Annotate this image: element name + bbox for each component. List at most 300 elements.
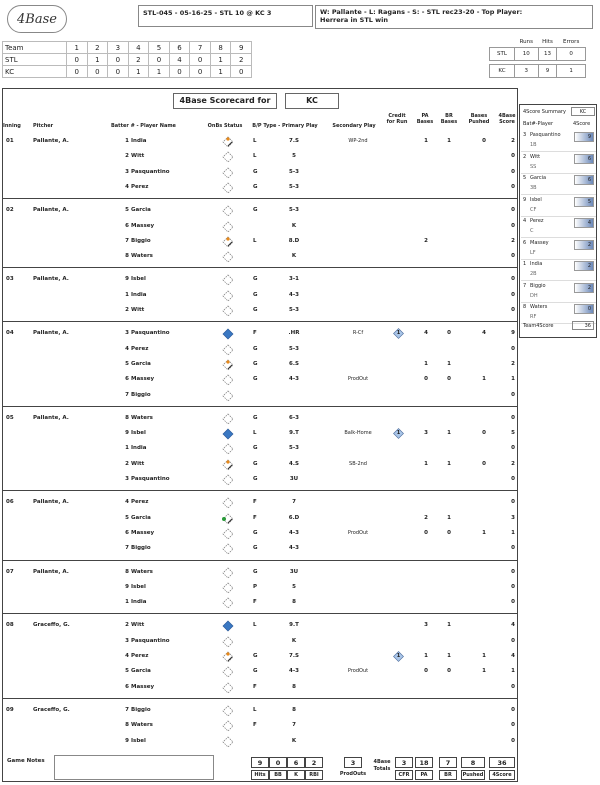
row-4score: 1 bbox=[511, 376, 515, 383]
primary-play: 4-3 bbox=[289, 668, 299, 675]
onbase-diamond-icon bbox=[222, 205, 234, 217]
bip-type: G bbox=[253, 545, 258, 552]
pa-bases: 3 bbox=[424, 622, 428, 629]
summary-position: 1B bbox=[530, 142, 537, 148]
bases-pushed: 4 bbox=[482, 330, 486, 337]
play-row bbox=[3, 527, 517, 541]
result-line bbox=[315, 5, 593, 29]
col-batter: Batter # - Player Name bbox=[111, 123, 176, 129]
br-bases: 1 bbox=[447, 653, 451, 659]
inning-header: 5 bbox=[149, 42, 170, 54]
secondary-play: ProdOut bbox=[347, 668, 369, 675]
batter-number: 3 bbox=[125, 168, 129, 175]
onbase-diamond-icon bbox=[222, 543, 234, 555]
pitcher-name: Graceffo, G. bbox=[33, 622, 70, 629]
onbase-diamond-icon bbox=[222, 328, 234, 340]
primary-play: 5-3 bbox=[289, 183, 299, 190]
play-row bbox=[3, 496, 517, 510]
rhe-hits: 13 bbox=[538, 47, 557, 60]
batter-name: Waters bbox=[131, 414, 153, 421]
bip-type: F bbox=[253, 499, 257, 506]
primary-play: 4-3 bbox=[289, 545, 299, 552]
total-bb-label: BB bbox=[269, 770, 287, 780]
col-inning: Inning bbox=[3, 123, 21, 129]
inning-score: 0 bbox=[87, 66, 108, 78]
linescore-row bbox=[3, 54, 252, 66]
onbase-diamond-icon bbox=[222, 290, 234, 302]
summary-bat-number: 6 bbox=[523, 239, 527, 246]
pa-bases: 0 bbox=[424, 668, 428, 675]
play-row bbox=[3, 166, 517, 180]
row-4score: 0 bbox=[511, 253, 515, 260]
batter-number: 8 bbox=[125, 722, 129, 729]
play-row bbox=[3, 358, 517, 372]
batter-name: Witt bbox=[131, 622, 145, 629]
bip-type: G bbox=[253, 276, 258, 283]
row-4score: 5 bbox=[511, 430, 515, 437]
summary-player bbox=[521, 195, 596, 217]
secondary-play: ProdOut bbox=[347, 529, 369, 536]
batter-name: Waters bbox=[131, 568, 153, 575]
onbase-diamond-icon bbox=[222, 136, 234, 148]
batter-name: Pasquantino bbox=[131, 476, 170, 482]
onbase-diamond-icon bbox=[222, 682, 234, 694]
inning-separator bbox=[3, 560, 517, 561]
row-4score: 0 bbox=[511, 345, 515, 352]
onbase-diamond-icon bbox=[222, 705, 234, 717]
batter-number: 7 bbox=[125, 237, 129, 244]
rhe-errors: 0 bbox=[557, 47, 586, 60]
pa-bases: 2 bbox=[424, 237, 428, 244]
inning-score: 2 bbox=[231, 54, 252, 66]
inning-number: 09 bbox=[6, 706, 14, 713]
bip-type: G bbox=[253, 291, 258, 298]
bip-type: F bbox=[253, 599, 257, 606]
primary-play: 5-3 bbox=[289, 168, 299, 175]
batter-number: 6 bbox=[125, 376, 129, 383]
onbase-diamond-icon bbox=[222, 221, 234, 233]
summary-player bbox=[521, 152, 596, 174]
batter-name: Perez bbox=[131, 499, 149, 506]
primary-play: 7.S bbox=[289, 138, 299, 144]
batter-name: Biggio bbox=[131, 237, 151, 244]
play-row bbox=[3, 427, 517, 441]
bip-type: G bbox=[253, 207, 258, 214]
summary-score: 9 bbox=[574, 132, 594, 142]
bip-type: G bbox=[253, 568, 258, 575]
summary-player-name: Pasquantino bbox=[530, 132, 561, 138]
total-prodouts: 3 bbox=[344, 757, 362, 768]
bip-type: P bbox=[253, 583, 258, 590]
primary-play: 3U bbox=[289, 476, 299, 482]
batter-number: 1 bbox=[125, 291, 129, 298]
primary-play: 5 bbox=[292, 583, 296, 590]
secondary-play: SB-2nd bbox=[349, 460, 367, 467]
primary-play: 4-3 bbox=[289, 529, 299, 536]
play-row bbox=[3, 273, 517, 287]
total-pa-label: PA bbox=[415, 770, 433, 780]
summary-bat-number: 8 bbox=[523, 304, 527, 310]
inning-score: 1 bbox=[87, 54, 108, 66]
play-row bbox=[3, 412, 517, 426]
play-row bbox=[3, 635, 517, 649]
linescore-team: KC bbox=[3, 66, 67, 78]
credit-for-run-value: 1 bbox=[396, 430, 401, 437]
inning-number: 03 bbox=[6, 276, 14, 283]
rhe-runs: 3 bbox=[515, 64, 539, 77]
primary-play: 7.S bbox=[289, 653, 299, 659]
row-4score: 0 bbox=[511, 391, 515, 398]
bases-pushed: 1 bbox=[482, 529, 486, 536]
onbase-diamond-icon bbox=[222, 428, 234, 440]
col-onbs: OnBs Status bbox=[207, 123, 243, 129]
batter-name: Biggio bbox=[131, 706, 151, 713]
bip-type: F bbox=[253, 722, 257, 729]
play-row bbox=[3, 150, 517, 164]
batter-number: 9 bbox=[125, 276, 129, 283]
scorecard-title: 4Base Scorecard for bbox=[173, 93, 277, 109]
inning-separator bbox=[3, 321, 517, 322]
row-4score: 0 bbox=[511, 183, 515, 190]
col-cfr: Credit for Run bbox=[386, 113, 408, 125]
summary-player bbox=[521, 281, 596, 303]
batter-number: 9 bbox=[125, 583, 129, 590]
inning-number: 08 bbox=[6, 622, 14, 629]
batter-name: Massey bbox=[131, 683, 155, 690]
total-hits-label: Hits bbox=[251, 770, 269, 780]
inning-score: 0 bbox=[67, 54, 88, 66]
onbase-diamond-icon bbox=[222, 497, 234, 509]
bip-type: G bbox=[253, 376, 258, 383]
onbase-diamond-icon bbox=[222, 666, 234, 678]
batter-name: India bbox=[131, 291, 147, 298]
summary-position: 3B bbox=[530, 185, 537, 191]
onbase-diamond-icon bbox=[222, 151, 234, 163]
inning-header: 9 bbox=[231, 42, 252, 54]
primary-play: K bbox=[291, 253, 297, 260]
total-k-label: K bbox=[287, 770, 305, 780]
bip-type: G bbox=[253, 460, 258, 467]
rhe-team: KC bbox=[490, 64, 515, 77]
bases-pushed: 0 bbox=[482, 460, 486, 467]
onbase-diamond-icon bbox=[222, 274, 234, 286]
logo: 4Base bbox=[7, 5, 67, 33]
summary-bat-number: 4 bbox=[523, 218, 527, 224]
br-bases: 1 bbox=[447, 460, 451, 467]
batter-name: Garcia bbox=[131, 668, 151, 675]
primary-play: 8 bbox=[292, 599, 296, 606]
bases-pushed: 0 bbox=[482, 430, 486, 437]
batter-number: 2 bbox=[125, 307, 129, 313]
br-bases: 1 bbox=[447, 430, 451, 437]
inning-header: 6 bbox=[169, 42, 190, 54]
row-4score: 0 bbox=[511, 207, 515, 214]
score-summary-panel bbox=[519, 104, 597, 338]
credit-for-run-icon bbox=[393, 428, 404, 439]
play-row bbox=[3, 458, 517, 472]
inning-header: 7 bbox=[190, 42, 211, 54]
batter-name: Waters bbox=[131, 253, 153, 260]
primary-play: 4-3 bbox=[289, 291, 299, 298]
onbase-diamond-icon bbox=[222, 636, 234, 648]
primary-play: 3-1 bbox=[289, 276, 299, 283]
bip-type: L bbox=[253, 153, 257, 160]
inning-score: 0 bbox=[190, 66, 211, 78]
inning-score: 0 bbox=[67, 66, 88, 78]
secondary-play: ProdOut bbox=[347, 376, 369, 383]
row-4score: 0 bbox=[511, 722, 515, 729]
total-pushed: 8 bbox=[461, 757, 485, 768]
secondary-play: WP-2nd bbox=[348, 138, 368, 144]
total-br: 7 bbox=[439, 757, 457, 768]
row-4score: 0 bbox=[511, 583, 515, 590]
row-4score: 0 bbox=[511, 499, 515, 506]
row-4score: 0 bbox=[511, 222, 515, 229]
batter-number: 7 bbox=[125, 391, 129, 398]
credit-for-run-icon bbox=[393, 651, 404, 662]
batter-number: 9 bbox=[125, 430, 129, 437]
br-bases: 1 bbox=[447, 360, 451, 367]
summary-bat-number: 1 bbox=[523, 261, 527, 267]
pitcher-name: Pallante, A. bbox=[33, 276, 69, 283]
batter-number: 8 bbox=[125, 253, 129, 260]
pa-bases: 1 bbox=[424, 460, 428, 467]
bip-type: G bbox=[253, 445, 258, 452]
br-bases: 1 bbox=[447, 622, 451, 629]
total-pa: 18 bbox=[415, 757, 433, 768]
summary-bat-number: 2 bbox=[523, 153, 527, 160]
total-hits: 9 bbox=[251, 757, 269, 768]
summary-player-name: Biggio bbox=[530, 282, 546, 289]
onbase-diamond-icon bbox=[222, 567, 234, 579]
game-notes-field[interactable] bbox=[54, 755, 214, 780]
play-row bbox=[3, 389, 517, 403]
primary-play: 5-3 bbox=[289, 445, 299, 452]
pitcher-name: Pallante, A. bbox=[33, 499, 69, 506]
batter-name: India bbox=[131, 599, 147, 606]
batter-number: 6 bbox=[125, 529, 129, 536]
batter-number: 7 bbox=[125, 706, 129, 713]
pa-bases: 3 bbox=[424, 430, 428, 437]
inning-header: 2 bbox=[87, 42, 108, 54]
inning-header: 3 bbox=[108, 42, 129, 54]
pa-bases: 0 bbox=[424, 529, 428, 536]
batter-number: 4 bbox=[125, 345, 129, 352]
primary-play: 7 bbox=[292, 499, 296, 506]
pitcher-name: Pallante, A. bbox=[33, 207, 69, 214]
play-row bbox=[3, 181, 517, 195]
linescore-header bbox=[3, 42, 252, 54]
onbase-diamond-icon bbox=[222, 651, 234, 663]
primary-play: 5-3 bbox=[289, 307, 299, 313]
bip-type: F bbox=[253, 330, 257, 337]
rhe-table bbox=[489, 38, 586, 78]
rhe-runs-header: Runs bbox=[519, 39, 533, 46]
onbase-diamond-icon bbox=[222, 620, 234, 632]
row-4score: 0 bbox=[511, 568, 515, 575]
onbase-diamond-icon bbox=[222, 513, 234, 525]
bip-type: G bbox=[253, 476, 258, 482]
summary-col-score: 4Score bbox=[573, 121, 591, 127]
primary-play: 8 bbox=[292, 706, 296, 713]
play-row bbox=[3, 542, 517, 556]
total-br-label: BR bbox=[439, 770, 457, 780]
batter-number: 4 bbox=[125, 499, 129, 506]
primary-play: 4.S bbox=[289, 460, 299, 467]
summary-position: C bbox=[530, 228, 534, 234]
row-4score: 0 bbox=[511, 291, 515, 298]
result-line-1: W: Pallante - L: Ragans - S: - STL rec23-20 - Top Player: bbox=[320, 8, 523, 16]
summary-player bbox=[521, 173, 596, 195]
total-bb: 0 bbox=[269, 757, 287, 768]
batter-number: 8 bbox=[125, 414, 129, 421]
batter-name: Perez bbox=[131, 183, 149, 190]
batter-number: 1 bbox=[125, 599, 129, 606]
inning-score: 2 bbox=[128, 54, 149, 66]
pa-bases: 1 bbox=[424, 138, 428, 144]
inning-score: 4 bbox=[169, 54, 190, 66]
summary-player bbox=[521, 238, 596, 260]
row-4score: 0 bbox=[511, 737, 515, 744]
summary-player-name: India bbox=[530, 261, 543, 267]
onbase-diamond-icon bbox=[222, 251, 234, 263]
play-row bbox=[3, 704, 517, 718]
pitcher-name: Graceffo, G. bbox=[33, 706, 70, 713]
summary-bat-number: 9 bbox=[523, 196, 527, 203]
batter-name: Garcia bbox=[131, 514, 151, 521]
play-row bbox=[3, 665, 517, 679]
onbase-diamond-icon bbox=[222, 443, 234, 455]
summary-bat-number: 7 bbox=[523, 282, 527, 289]
play-row bbox=[3, 473, 517, 487]
primary-play: K bbox=[291, 222, 297, 229]
batter-name: India bbox=[131, 138, 147, 144]
batter-number: 7 bbox=[125, 545, 129, 552]
batter-name: Garcia bbox=[131, 360, 151, 367]
bip-type: L bbox=[253, 237, 257, 244]
inning-header: 8 bbox=[210, 42, 231, 54]
row-4score: 0 bbox=[511, 153, 515, 160]
summary-player bbox=[521, 259, 596, 281]
game-line: STL-045 - 05-16-25 - STL 10 @ KC 3 bbox=[138, 5, 313, 27]
bip-type: F bbox=[253, 514, 257, 521]
batter-name: Waters bbox=[131, 722, 153, 729]
pitcher-name: Pallante, A. bbox=[33, 568, 69, 575]
onbase-diamond-icon bbox=[222, 344, 234, 356]
onbase-diamond-icon bbox=[222, 736, 234, 748]
batter-number: 5 bbox=[125, 514, 129, 521]
rhe-errors-header: Errors bbox=[563, 39, 580, 46]
bases-pushed: 1 bbox=[482, 668, 486, 675]
play-row bbox=[3, 735, 517, 749]
batter-name: Witt bbox=[131, 460, 145, 467]
pa-bases: 1 bbox=[424, 360, 428, 367]
scorecard-team: KC bbox=[285, 93, 339, 109]
total-k: 6 bbox=[287, 757, 305, 768]
summary-position: SS bbox=[530, 163, 537, 170]
inning-header: 1 bbox=[67, 42, 88, 54]
row-4score: 2 bbox=[511, 360, 515, 367]
br-bases: 0 bbox=[447, 330, 451, 337]
batter-number: 3 bbox=[125, 637, 129, 644]
batter-name: Isbel bbox=[131, 276, 146, 283]
inning-score: 0 bbox=[108, 54, 129, 66]
play-row bbox=[3, 681, 517, 695]
credit-for-run-value: 1 bbox=[396, 653, 401, 659]
onbase-diamond-icon bbox=[222, 390, 234, 402]
inning-number: 02 bbox=[6, 207, 14, 214]
total-4score: 36 bbox=[489, 757, 515, 768]
bases-pushed: 0 bbox=[482, 138, 486, 144]
play-row bbox=[3, 220, 517, 234]
onbase-diamond-icon bbox=[222, 459, 234, 471]
batter-name: India bbox=[131, 445, 147, 452]
bip-type: G bbox=[253, 168, 258, 175]
rhe-errors: 1 bbox=[557, 64, 586, 77]
summary-position: DH bbox=[530, 292, 538, 299]
bip-type: G bbox=[253, 345, 258, 352]
rhe-header bbox=[490, 38, 586, 47]
row-4score: 9 bbox=[511, 330, 515, 337]
total-pushed-label: Pushed bbox=[462, 772, 484, 778]
primary-play: 5 bbox=[292, 153, 296, 160]
rhe-team: STL bbox=[490, 47, 515, 60]
credit-for-run-value: 1 bbox=[396, 330, 401, 337]
summary-player-name: Massey bbox=[530, 239, 549, 246]
batter-name: Massey bbox=[131, 376, 155, 383]
inning-separator bbox=[3, 198, 517, 199]
row-4score: 0 bbox=[511, 445, 515, 452]
play-row bbox=[3, 512, 517, 526]
onbase-diamond-icon bbox=[222, 528, 234, 540]
pitcher-name: Pallante, A. bbox=[33, 414, 69, 421]
rhe-hits: 9 bbox=[538, 64, 557, 77]
summary-score: 6 bbox=[574, 175, 594, 185]
linescore-row bbox=[3, 66, 252, 78]
summary-score: 2 bbox=[574, 261, 594, 271]
batter-number: 5 bbox=[125, 360, 129, 367]
summary-player-name: Waters bbox=[530, 304, 548, 310]
onbase-diamond-icon bbox=[222, 359, 234, 371]
inning-score: 1 bbox=[210, 54, 231, 66]
batter-name: Isbel bbox=[131, 430, 146, 437]
summary-score: 2 bbox=[574, 283, 594, 293]
play-row bbox=[3, 204, 517, 218]
batter-number: 4 bbox=[125, 653, 129, 659]
inning-number: 04 bbox=[6, 330, 14, 337]
batter-name: Pasquantino bbox=[131, 637, 170, 644]
bip-type: G bbox=[253, 529, 258, 536]
summary-score: 4 bbox=[574, 218, 594, 228]
primary-play: 8.D bbox=[288, 237, 300, 244]
onbase-diamond-icon bbox=[222, 413, 234, 425]
play-row bbox=[3, 304, 517, 318]
primary-play: 9.T bbox=[289, 622, 299, 629]
bip-type: L bbox=[253, 430, 257, 437]
primary-play: 9.T bbox=[289, 430, 299, 437]
secondary-play: R-Cf bbox=[352, 330, 364, 337]
result-line-2: Herrera in STL win bbox=[320, 16, 389, 24]
totals-label: 4Base Totals bbox=[373, 759, 391, 772]
summary-score: 2 bbox=[574, 240, 594, 250]
row-4score: 0 bbox=[511, 599, 515, 606]
total-rbi: 2 bbox=[305, 757, 323, 768]
summary-score: 6 bbox=[574, 154, 594, 164]
pa-bases: 2 bbox=[424, 514, 428, 521]
summary-player-name: Witt bbox=[530, 153, 541, 160]
summary-title: 4Score Summary bbox=[523, 109, 566, 115]
rhe-runs: 10 bbox=[515, 47, 539, 60]
